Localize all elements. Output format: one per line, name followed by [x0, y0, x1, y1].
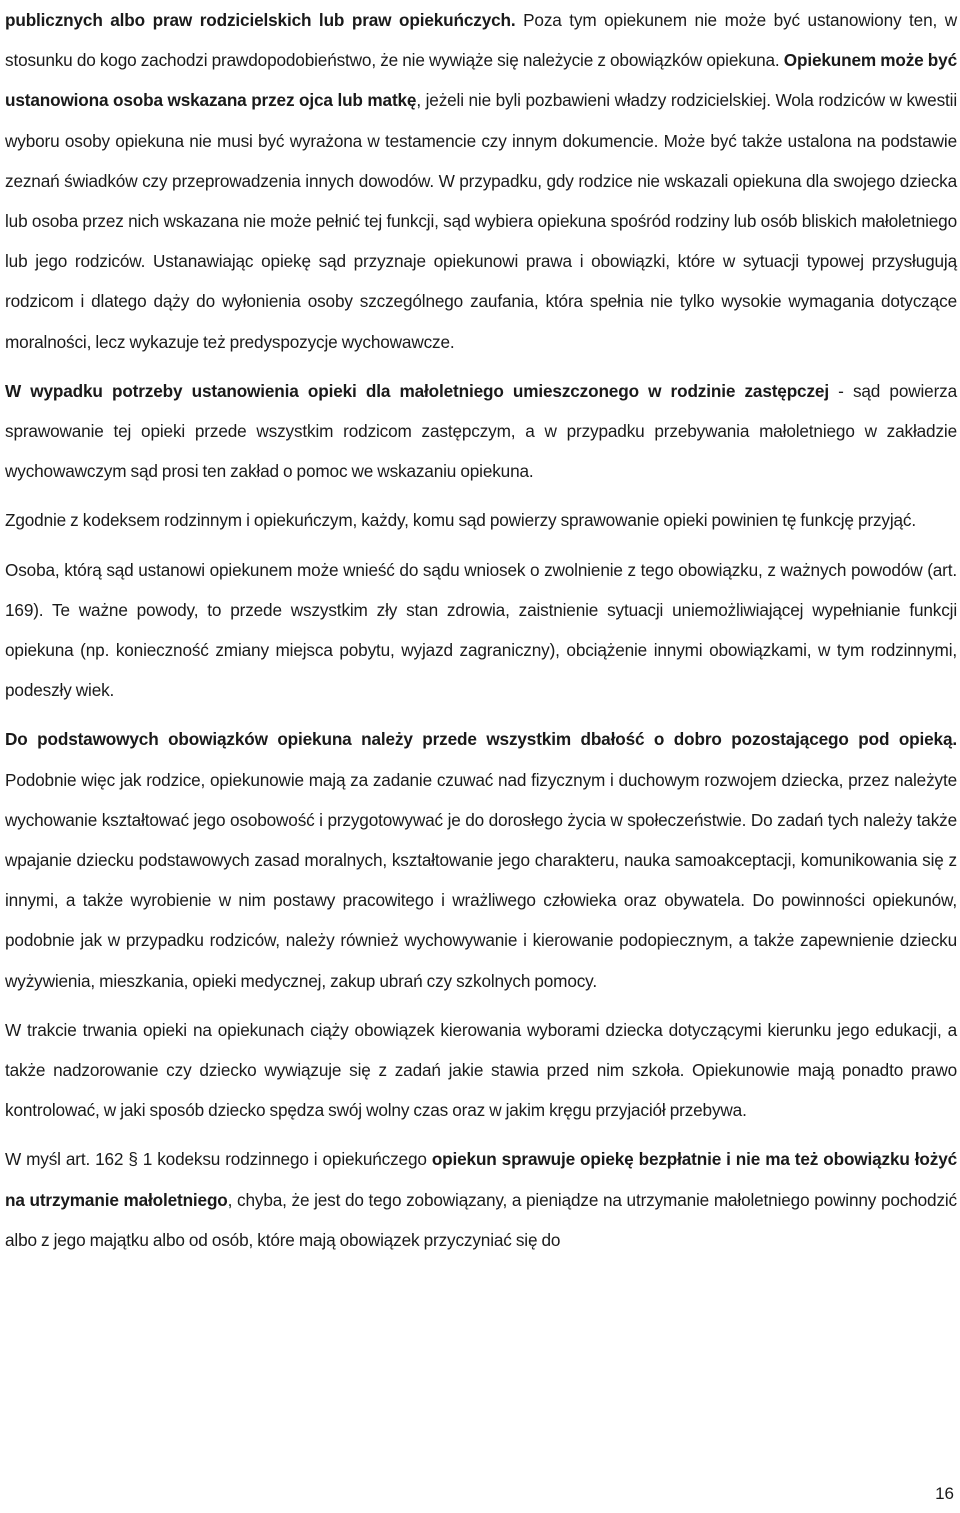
text-run: , jeżeli nie byli pozbawieni władzy rodzicielskiej. Wola rodziców w kwestii wyboru osoby opiekuna nie musi być wyrażona w testamencie czy innym dokumencie. Może być także ustalona na podstawie zeznań świadków czy przeprowadzenia innych dowodów. W przypadku, gdy rodzice nie wskazali opiekuna dla swojego dziecka lub osoba przez nich wskazana nie może pełnić tej funkcji, sąd wybiera opiekuna spośród rodziny lub osób bliskich małoletniego lub jego rodziców. Ustanawiając opiekę sąd przyznaje opiekunowi prawa i obowiązki, które w sytuacji typowej przysługują rodzicom i dlatego dąży do wyłonienia osoby szczególnego zaufania, która spełnia nie tylko wysokie wymagania dotyczące moralności, lecz wykazuje też predyspozycje wychowawcze.: [5, 90, 958, 352]
bold-text-run: Do podstawowych obowiązków opiekuna należy przede wszystkim dbałość o dobro pozostającego pod opieką.: [5, 729, 957, 750]
paragraph-release-from-duty: [5, 550, 957, 711]
text-run: - sąd powierza sprawowanie tej opieki przede wszystkim rodzicom zastępczym, a w przypadku przebywania małoletniego w zakładzie wychowawczym sąd prosi ten zakład o pomoc we wskazaniu opiekuna.: [5, 380, 958, 482]
document-page: [5, 0, 957, 1260]
text-run: Podobnie więc jak rodzice, opiekunowie mają za zadanie czuwać nad fizycznym i duchowym rozwojem dziecka, przez należyte wychowanie kształtować jego osobowość i przygotowywać je do dorosłego życia w społeczeństwie. Do zadań tych należy także wpajanie dziecku podstawowych zasad moralnych, kształtowanie jego charakteru, nauka samoakceptacji, komunikowania się z innymi, a także wyrobienie w nim postawy pracowitego i wrażliwego człowieka oraz obywatela. Do powinności opiekunów, podobnie jak w przypadku rodziców, należy również wychowywanie i kierowanie podopiecznym, a także zapewnienie dziecku wyżywienia, mieszkania, opieki medycznej, zakup ubrań czy szkolnych pomocy.: [5, 769, 957, 991]
paragraph-unpaid-guardianship: [5, 1139, 957, 1260]
bold-text-run: Opiekunem może być ustanowiona osoba wskazana przez ojca lub matkę: [5, 50, 957, 111]
bold-text-run: opiekun sprawuje opiekę bezpłatnie i nie ma też obowiązku łożyć na utrzymanie małoletniego: [5, 1149, 958, 1210]
bold-text-run: W wypadku potrzeby ustanowienia opieki dla małoletniego umieszczonego w rodzinie zastępczej: [5, 380, 829, 401]
text-run: Osoba, którą sąd ustanowi opiekunem może wnieść do sądu wniosek o zwolnienie z tego obowiązku, z ważnych powodów (art. 169). Te ważne powody, to przede wszystkim zły stan zdrowia, zaistnienie sytuacji uniemożliwiającej wypełnianie funkcji opiekuna (np. konieczność zmiany miejsca pobytu, wyjazd zagraniczny), obciążenie innymi obowiązkami, w tym rodzinnymi, podeszły wiek.: [5, 559, 957, 701]
text-run: W trakcie trwania opieki na opiekunach ciąży obowiązek kierowania wyborami dziecka dotyczącymi kierunku jego edukacji, a także nadzorowanie czy dziecko wywiązuje się z zadań jakie stawia przed nim szkoła. Opiekunowie mają ponadto prawo kontrolować, w jaki sposób dziecko spędza swój wolny czas oraz w jakim kręgu przyjaciół przebywa.: [5, 1019, 957, 1121]
text-run: Poza tym opiekunem nie może być ustanowiony ten, w stosunku do kogo zachodzi prawdopodobieństwo, że nie wywiąże się należycie z obowiązków opiekuna.: [5, 10, 957, 71]
paragraph-guardian-duties: [5, 719, 957, 1000]
text-run: , chyba, że jest do tego zobowiązany, a pieniądze na utrzymanie małoletniego powinny pochodzić albo z jego majątku albo od osób, które mają obowiązek przyczyniać się do: [5, 1189, 957, 1250]
text-run: Zgodnie z kodeksem rodzinnym i opiekuńczym, każdy, komu sąd powierzy sprawowanie opieki powinien tę funkcję przyjąć.: [5, 510, 916, 531]
bold-text-run: publicznych albo praw rodzicielskich lub praw opiekuńczych.: [5, 10, 516, 30]
page-number: 16: [935, 1484, 954, 1503]
paragraph-duty-to-accept: [5, 500, 957, 540]
text-run: W myśl art. 162 § 1 kodeksu rodzinnego i opiekuńczego: [5, 1149, 432, 1170]
paragraph-guardian-eligibility: [5, 0, 957, 362]
paragraph-foster-family-guardianship: [5, 371, 957, 492]
paragraph-education-oversight: [5, 1010, 957, 1131]
